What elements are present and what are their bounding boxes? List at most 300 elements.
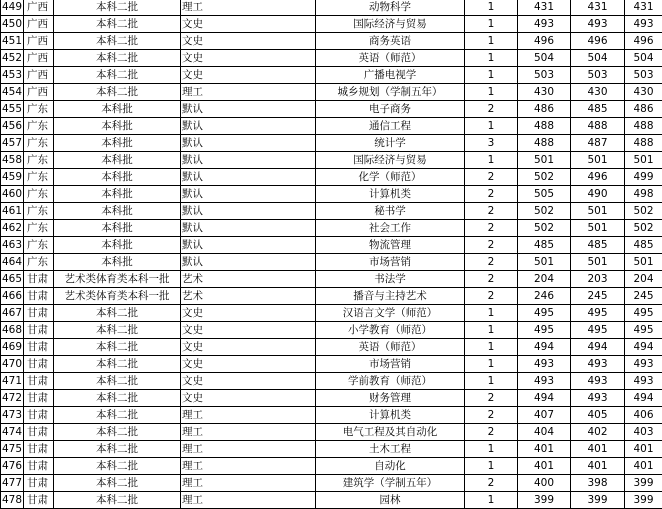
max-score-cell: 502	[518, 220, 571, 237]
table-row	[1, 203, 662, 220]
plan-count-cell: 2	[465, 254, 518, 271]
min-score-cell: 501	[571, 152, 625, 169]
max-score-cell: 501	[518, 254, 571, 271]
avg-score-cell: 503	[625, 67, 662, 84]
min-score-cell: 485	[571, 237, 625, 254]
row-index: 459	[1, 169, 24, 186]
batch-cell: 本科二批	[54, 16, 181, 33]
major-cell: 小学教育（师范）	[316, 322, 465, 339]
category-cell: 理工	[181, 407, 316, 424]
table-row	[1, 407, 662, 424]
province-cell: 广西	[24, 84, 54, 101]
table-row	[1, 16, 662, 33]
batch-cell: 本科二批	[54, 390, 181, 407]
min-score-cell: 490	[571, 186, 625, 203]
province-cell: 广东	[24, 135, 54, 152]
major-cell: 统计学	[316, 135, 465, 152]
batch-cell: 本科二批	[54, 475, 181, 492]
max-score-cell: 505	[518, 186, 571, 203]
province-cell: 广西	[24, 33, 54, 50]
row-index: 471	[1, 373, 24, 390]
category-cell: 理工	[181, 492, 316, 509]
category-cell: 默认	[181, 186, 316, 203]
avg-score-cell: 502	[625, 203, 662, 220]
plan-count-cell: 1	[465, 373, 518, 390]
min-score-cell: 501	[571, 220, 625, 237]
row-index: 454	[1, 84, 24, 101]
min-score-cell: 488	[571, 118, 625, 135]
max-score-cell: 399	[518, 492, 571, 509]
max-score-cell: 495	[518, 322, 571, 339]
plan-count-cell: 1	[465, 339, 518, 356]
table-row	[1, 118, 662, 135]
row-index: 472	[1, 390, 24, 407]
min-score-cell: 493	[571, 390, 625, 407]
plan-count-cell: 2	[465, 186, 518, 203]
table-row	[1, 475, 662, 492]
min-score-cell: 398	[571, 475, 625, 492]
table-row	[1, 169, 662, 186]
row-index: 452	[1, 50, 24, 67]
batch-cell: 本科二批	[54, 84, 181, 101]
province-cell: 广西	[24, 0, 54, 16]
province-cell: 广西	[24, 50, 54, 67]
row-index: 475	[1, 441, 24, 458]
major-cell: 财务管理	[316, 390, 465, 407]
table-row	[1, 237, 662, 254]
major-cell: 计算机类	[316, 407, 465, 424]
plan-count-cell: 1	[465, 50, 518, 67]
plan-count-cell: 1	[465, 16, 518, 33]
category-cell: 艺术	[181, 271, 316, 288]
avg-score-cell: 493	[625, 16, 662, 33]
province-cell: 广东	[24, 169, 54, 186]
batch-cell: 本科批	[54, 169, 181, 186]
category-cell: 默认	[181, 101, 316, 118]
plan-count-cell: 2	[465, 271, 518, 288]
max-score-cell: 430	[518, 84, 571, 101]
table-row	[1, 424, 662, 441]
avg-score-cell: 499	[625, 169, 662, 186]
row-index: 458	[1, 152, 24, 169]
min-score-cell: 431	[571, 0, 625, 16]
plan-count-cell: 3	[465, 135, 518, 152]
avg-score-cell: 485	[625, 237, 662, 254]
row-index: 470	[1, 356, 24, 373]
major-cell: 国际经济与贸易	[316, 152, 465, 169]
batch-cell: 本科二批	[54, 305, 181, 322]
row-index: 478	[1, 492, 24, 509]
batch-cell: 本科批	[54, 135, 181, 152]
row-index: 476	[1, 458, 24, 475]
row-index: 457	[1, 135, 24, 152]
table-row	[1, 220, 662, 237]
table-row	[1, 492, 662, 509]
batch-cell: 本科二批	[54, 322, 181, 339]
max-score-cell: 486	[518, 101, 571, 118]
major-cell: 化学（师范）	[316, 169, 465, 186]
batch-cell: 本科二批	[54, 0, 181, 16]
province-cell: 甘肃	[24, 356, 54, 373]
major-cell: 英语（师范）	[316, 50, 465, 67]
province-cell: 甘肃	[24, 390, 54, 407]
category-cell: 默认	[181, 135, 316, 152]
row-index: 451	[1, 33, 24, 50]
province-cell: 广东	[24, 118, 54, 135]
batch-cell: 本科二批	[54, 424, 181, 441]
table-row	[1, 288, 662, 305]
max-score-cell: 246	[518, 288, 571, 305]
plan-count-cell: 2	[465, 424, 518, 441]
province-cell: 甘肃	[24, 305, 54, 322]
plan-count-cell: 2	[465, 237, 518, 254]
province-cell: 甘肃	[24, 407, 54, 424]
min-score-cell: 501	[571, 203, 625, 220]
plan-count-cell: 1	[465, 458, 518, 475]
max-score-cell: 494	[518, 390, 571, 407]
avg-score-cell: 430	[625, 84, 662, 101]
table-row	[1, 373, 662, 390]
major-cell: 自动化	[316, 458, 465, 475]
table-row	[1, 458, 662, 475]
min-score-cell: 485	[571, 101, 625, 118]
table-row	[1, 254, 662, 271]
batch-cell: 本科二批	[54, 441, 181, 458]
plan-count-cell: 1	[465, 33, 518, 50]
major-cell: 建筑学（学制五年）	[316, 475, 465, 492]
row-index: 477	[1, 475, 24, 492]
row-index: 463	[1, 237, 24, 254]
category-cell: 文史	[181, 33, 316, 50]
max-score-cell: 493	[518, 373, 571, 390]
row-index: 474	[1, 424, 24, 441]
min-score-cell: 399	[571, 492, 625, 509]
max-score-cell: 400	[518, 475, 571, 492]
category-cell: 默认	[181, 118, 316, 135]
category-cell: 文史	[181, 373, 316, 390]
row-index: 460	[1, 186, 24, 203]
category-cell: 艺术	[181, 288, 316, 305]
plan-count-cell: 1	[465, 0, 518, 16]
table-row	[1, 67, 662, 84]
province-cell: 广西	[24, 67, 54, 84]
province-cell: 广东	[24, 203, 54, 220]
category-cell: 默认	[181, 254, 316, 271]
plan-count-cell: 1	[465, 84, 518, 101]
plan-count-cell: 2	[465, 169, 518, 186]
table-row	[1, 84, 662, 101]
batch-cell: 本科二批	[54, 33, 181, 50]
max-score-cell: 503	[518, 67, 571, 84]
batch-cell: 本科批	[54, 254, 181, 271]
row-index: 450	[1, 16, 24, 33]
province-cell: 广东	[24, 186, 54, 203]
category-cell: 文史	[181, 390, 316, 407]
category-cell: 默认	[181, 203, 316, 220]
category-cell: 理工	[181, 475, 316, 492]
batch-cell: 本科二批	[54, 458, 181, 475]
batch-cell: 本科批	[54, 152, 181, 169]
avg-score-cell: 498	[625, 186, 662, 203]
category-cell: 理工	[181, 458, 316, 475]
max-score-cell: 488	[518, 118, 571, 135]
min-score-cell: 203	[571, 271, 625, 288]
major-cell: 秘书学	[316, 203, 465, 220]
min-score-cell: 487	[571, 135, 625, 152]
plan-count-cell: 1	[465, 441, 518, 458]
min-score-cell: 401	[571, 458, 625, 475]
province-cell: 甘肃	[24, 458, 54, 475]
major-cell: 动物科学	[316, 0, 465, 16]
avg-score-cell: 488	[625, 135, 662, 152]
category-cell: 文史	[181, 339, 316, 356]
avg-score-cell: 403	[625, 424, 662, 441]
batch-cell: 本科二批	[54, 407, 181, 424]
category-cell: 文史	[181, 356, 316, 373]
plan-count-cell: 2	[465, 475, 518, 492]
plan-count-cell: 1	[465, 152, 518, 169]
max-score-cell: 496	[518, 33, 571, 50]
batch-cell: 艺术类体育类本科一批	[54, 271, 181, 288]
max-score-cell: 493	[518, 356, 571, 373]
province-cell: 甘肃	[24, 475, 54, 492]
province-cell: 甘肃	[24, 339, 54, 356]
province-cell: 广东	[24, 152, 54, 169]
table-row	[1, 0, 662, 16]
major-cell: 英语（师范）	[316, 339, 465, 356]
avg-score-cell: 504	[625, 50, 662, 67]
min-score-cell: 504	[571, 50, 625, 67]
max-score-cell: 502	[518, 203, 571, 220]
batch-cell: 本科批	[54, 101, 181, 118]
major-cell: 土木工程	[316, 441, 465, 458]
category-cell: 理工	[181, 0, 316, 16]
major-cell: 市场营销	[316, 356, 465, 373]
major-cell: 学前教育（师范）	[316, 373, 465, 390]
plan-count-cell: 1	[465, 67, 518, 84]
max-score-cell: 501	[518, 152, 571, 169]
table-row	[1, 390, 662, 407]
province-cell: 广西	[24, 16, 54, 33]
table-row	[1, 271, 662, 288]
avg-score-cell: 493	[625, 356, 662, 373]
avg-score-cell: 486	[625, 101, 662, 118]
plan-count-cell: 2	[465, 101, 518, 118]
plan-count-cell: 1	[465, 322, 518, 339]
avg-score-cell: 494	[625, 339, 662, 356]
max-score-cell: 494	[518, 339, 571, 356]
batch-cell: 艺术类体育类本科一批	[54, 288, 181, 305]
avg-score-cell: 245	[625, 288, 662, 305]
avg-score-cell: 493	[625, 373, 662, 390]
batch-cell: 本科批	[54, 186, 181, 203]
batch-cell: 本科批	[54, 220, 181, 237]
category-cell: 默认	[181, 220, 316, 237]
category-cell: 文史	[181, 322, 316, 339]
max-score-cell: 504	[518, 50, 571, 67]
plan-count-cell: 2	[465, 220, 518, 237]
max-score-cell: 502	[518, 169, 571, 186]
province-cell: 甘肃	[24, 322, 54, 339]
max-score-cell: 407	[518, 407, 571, 424]
avg-score-cell: 401	[625, 441, 662, 458]
province-cell: 广东	[24, 220, 54, 237]
avg-score-cell: 495	[625, 305, 662, 322]
plan-count-cell: 2	[465, 203, 518, 220]
batch-cell: 本科二批	[54, 492, 181, 509]
batch-cell: 本科二批	[54, 50, 181, 67]
max-score-cell: 401	[518, 458, 571, 475]
row-index: 461	[1, 203, 24, 220]
major-cell: 通信工程	[316, 118, 465, 135]
min-score-cell: 495	[571, 305, 625, 322]
min-score-cell: 405	[571, 407, 625, 424]
plan-count-cell: 2	[465, 390, 518, 407]
row-index: 449	[1, 0, 24, 16]
province-cell: 甘肃	[24, 288, 54, 305]
major-cell: 汉语言文学（师范）	[316, 305, 465, 322]
min-score-cell: 401	[571, 441, 625, 458]
avg-score-cell: 431	[625, 0, 662, 16]
table-row	[1, 305, 662, 322]
major-cell: 书法学	[316, 271, 465, 288]
major-cell: 计算机类	[316, 186, 465, 203]
table-row	[1, 135, 662, 152]
major-cell: 市场营销	[316, 254, 465, 271]
plan-count-cell: 1	[465, 305, 518, 322]
table-row	[1, 356, 662, 373]
row-index: 456	[1, 118, 24, 135]
plan-count-cell: 2	[465, 288, 518, 305]
major-cell: 社会工作	[316, 220, 465, 237]
major-cell: 商务英语	[316, 33, 465, 50]
table-row	[1, 152, 662, 169]
row-index: 455	[1, 101, 24, 118]
max-score-cell: 488	[518, 135, 571, 152]
plan-count-cell: 1	[465, 492, 518, 509]
table-row	[1, 441, 662, 458]
category-cell: 默认	[181, 169, 316, 186]
category-cell: 理工	[181, 441, 316, 458]
table-body	[1, 0, 662, 509]
province-cell: 甘肃	[24, 271, 54, 288]
major-cell: 播音与主持艺术	[316, 288, 465, 305]
min-score-cell: 493	[571, 373, 625, 390]
avg-score-cell: 406	[625, 407, 662, 424]
major-cell: 物流管理	[316, 237, 465, 254]
province-cell: 广东	[24, 254, 54, 271]
min-score-cell: 496	[571, 33, 625, 50]
major-cell: 电气工程及其自动化	[316, 424, 465, 441]
min-score-cell: 493	[571, 16, 625, 33]
table-row	[1, 33, 662, 50]
category-cell: 默认	[181, 237, 316, 254]
category-cell: 文史	[181, 50, 316, 67]
max-score-cell: 485	[518, 237, 571, 254]
avg-score-cell: 399	[625, 475, 662, 492]
batch-cell: 本科批	[54, 203, 181, 220]
row-index: 453	[1, 67, 24, 84]
min-score-cell: 430	[571, 84, 625, 101]
table-row	[1, 50, 662, 67]
province-cell: 甘肃	[24, 492, 54, 509]
row-index: 465	[1, 271, 24, 288]
min-score-cell: 501	[571, 254, 625, 271]
table-row	[1, 186, 662, 203]
category-cell: 文史	[181, 67, 316, 84]
min-score-cell: 493	[571, 356, 625, 373]
major-cell: 园林	[316, 492, 465, 509]
plan-count-cell: 1	[465, 118, 518, 135]
category-cell: 文史	[181, 305, 316, 322]
min-score-cell: 402	[571, 424, 625, 441]
avg-score-cell: 401	[625, 458, 662, 475]
max-score-cell: 401	[518, 441, 571, 458]
table-row	[1, 101, 662, 118]
table-row	[1, 322, 662, 339]
min-score-cell: 495	[571, 322, 625, 339]
avg-score-cell: 501	[625, 254, 662, 271]
major-cell: 广播电视学	[316, 67, 465, 84]
batch-cell: 本科二批	[54, 373, 181, 390]
major-cell: 电子商务	[316, 101, 465, 118]
batch-cell: 本科批	[54, 118, 181, 135]
avg-score-cell: 496	[625, 33, 662, 50]
plan-count-cell: 1	[465, 356, 518, 373]
batch-cell: 本科批	[54, 237, 181, 254]
province-cell: 广东	[24, 101, 54, 118]
avg-score-cell: 495	[625, 322, 662, 339]
row-index: 468	[1, 322, 24, 339]
min-score-cell: 496	[571, 169, 625, 186]
category-cell: 理工	[181, 84, 316, 101]
province-cell: 甘肃	[24, 424, 54, 441]
avg-score-cell: 502	[625, 220, 662, 237]
province-cell: 甘肃	[24, 441, 54, 458]
province-cell: 广东	[24, 237, 54, 254]
major-cell: 国际经济与贸易	[316, 16, 465, 33]
min-score-cell: 494	[571, 339, 625, 356]
min-score-cell: 503	[571, 67, 625, 84]
row-index: 473	[1, 407, 24, 424]
max-score-cell: 204	[518, 271, 571, 288]
batch-cell: 本科二批	[54, 339, 181, 356]
row-index: 462	[1, 220, 24, 237]
major-cell: 城乡规划（学制五年）	[316, 84, 465, 101]
avg-score-cell: 494	[625, 390, 662, 407]
avg-score-cell: 501	[625, 152, 662, 169]
max-score-cell: 431	[518, 0, 571, 16]
max-score-cell: 404	[518, 424, 571, 441]
max-score-cell: 495	[518, 305, 571, 322]
avg-score-cell: 488	[625, 118, 662, 135]
avg-score-cell: 399	[625, 492, 662, 509]
batch-cell: 本科二批	[54, 356, 181, 373]
plan-count-cell: 2	[465, 407, 518, 424]
category-cell: 理工	[181, 424, 316, 441]
category-cell: 文史	[181, 16, 316, 33]
row-index: 467	[1, 305, 24, 322]
row-index: 466	[1, 288, 24, 305]
row-index: 469	[1, 339, 24, 356]
max-score-cell: 493	[518, 16, 571, 33]
table-row	[1, 339, 662, 356]
category-cell: 默认	[181, 152, 316, 169]
row-index: 464	[1, 254, 24, 271]
batch-cell: 本科二批	[54, 67, 181, 84]
min-score-cell: 245	[571, 288, 625, 305]
avg-score-cell: 204	[625, 271, 662, 288]
